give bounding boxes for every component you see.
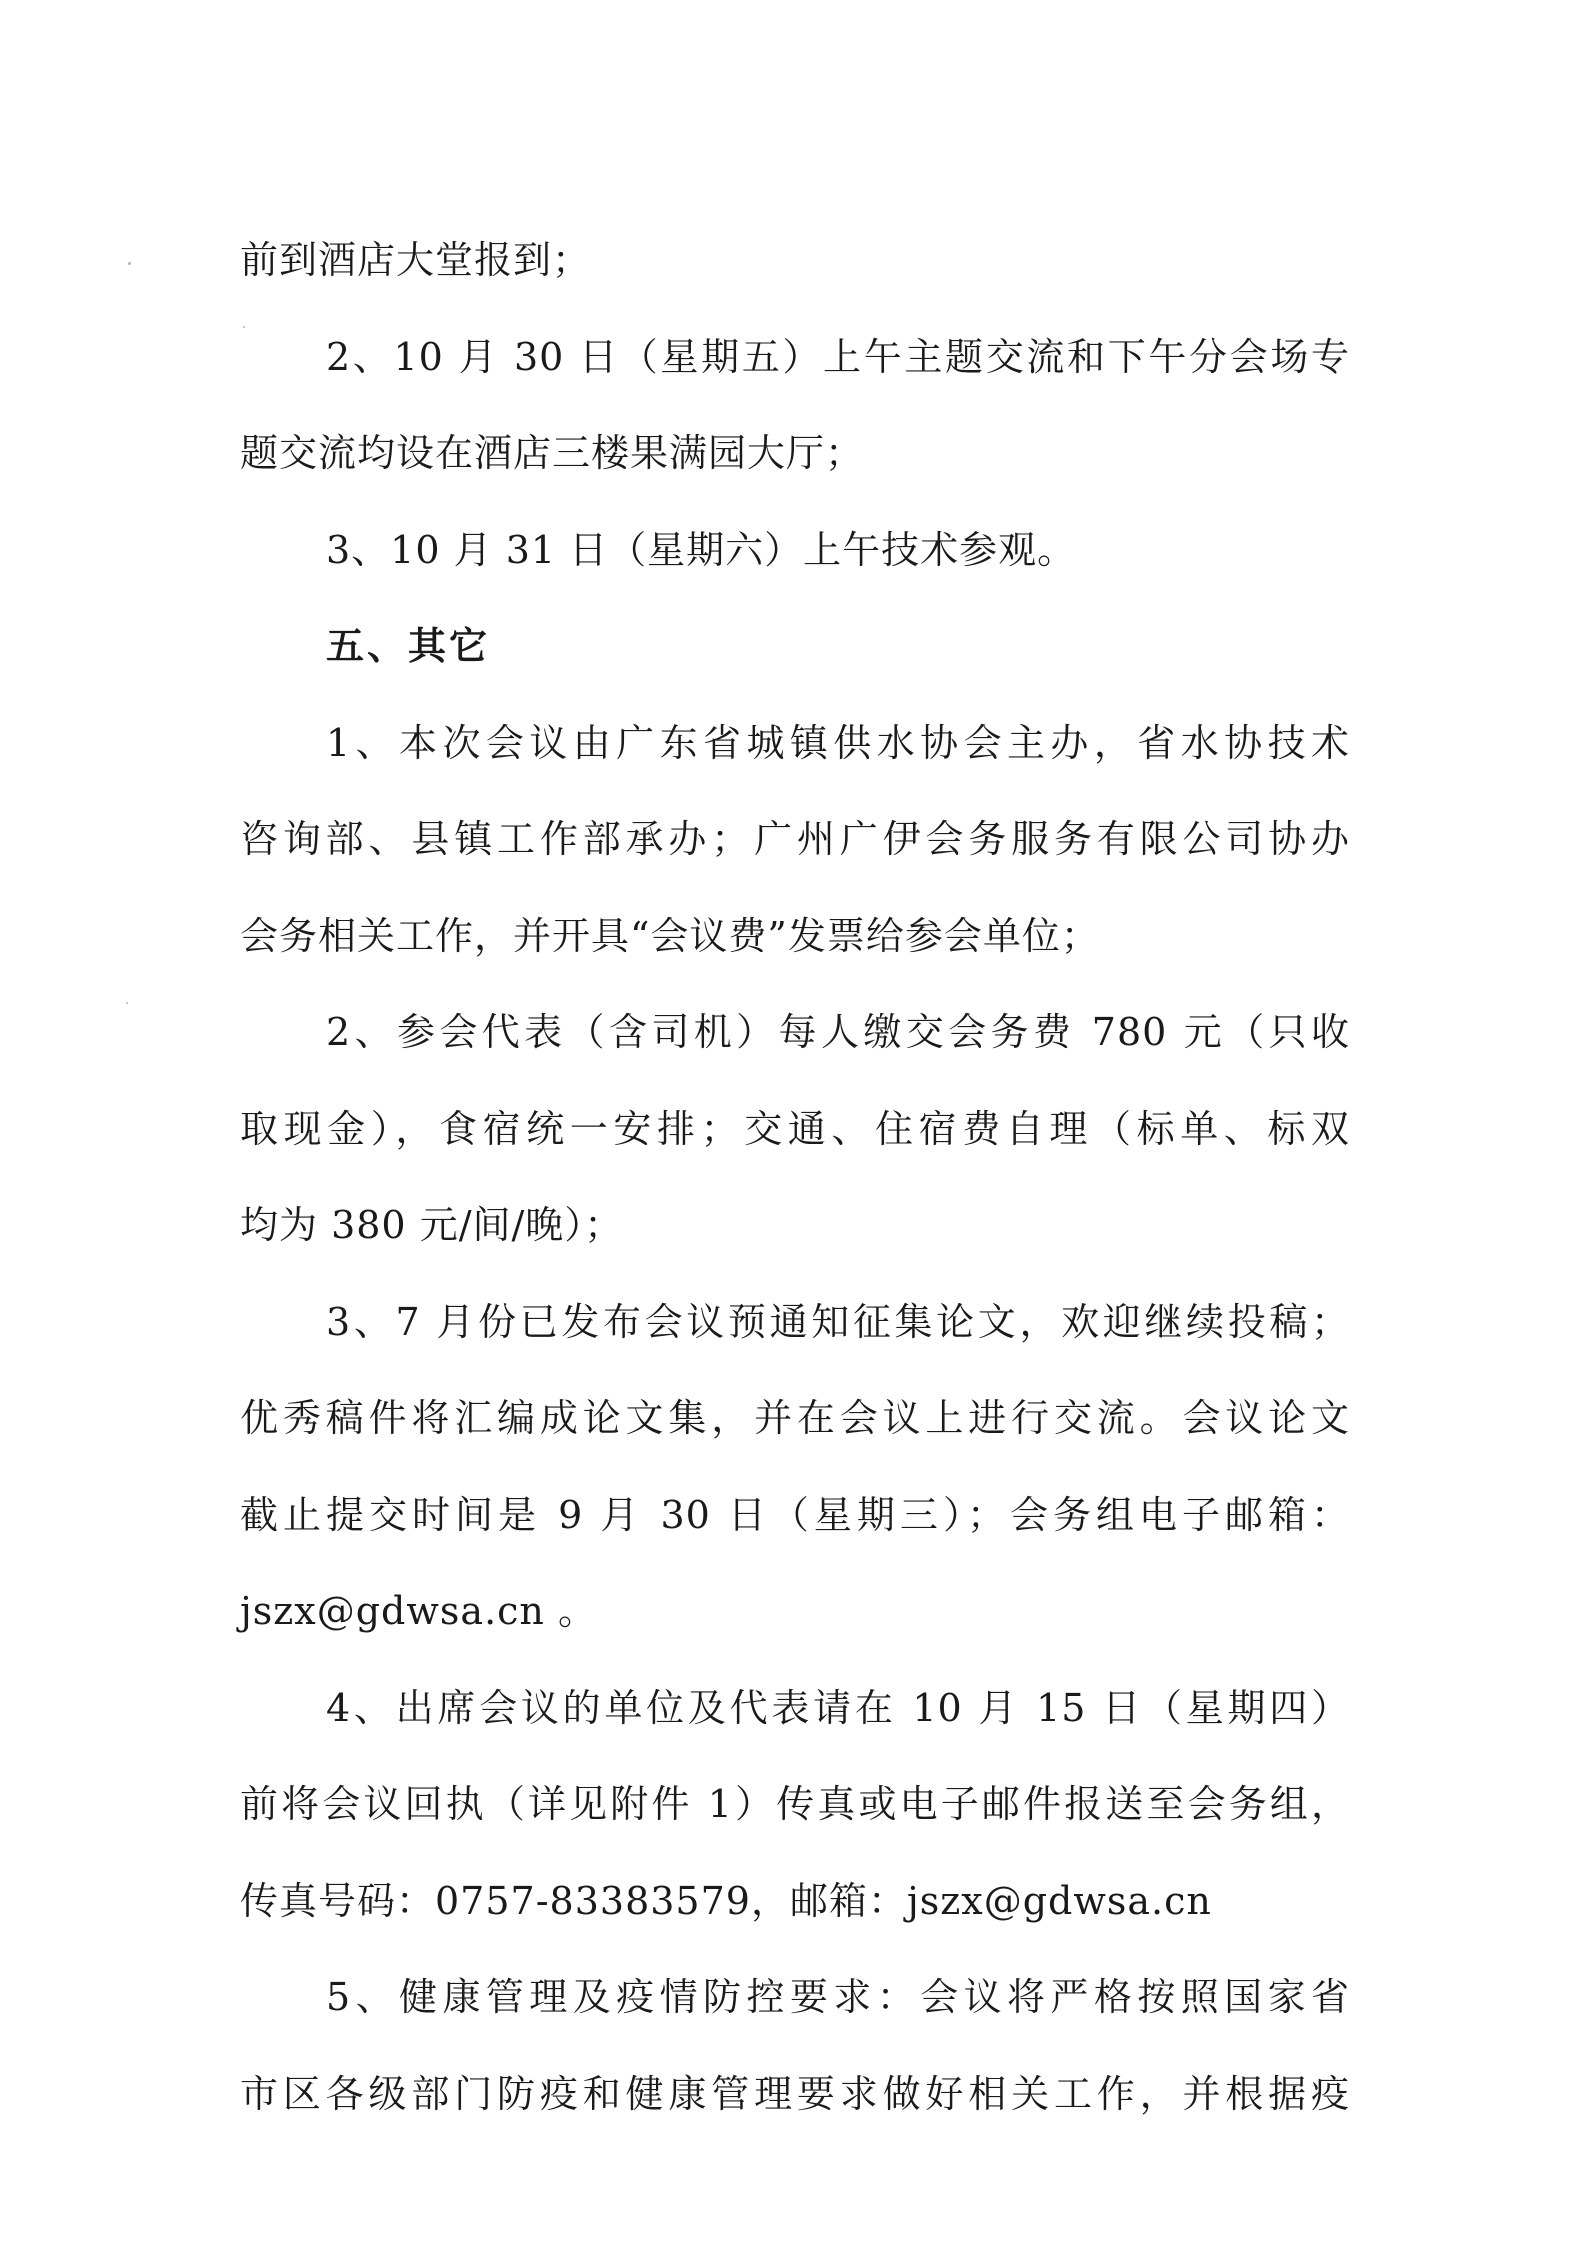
text-line: 1、本次会议由广东省城镇供水协会主办，省水协技术 (326, 721, 1350, 765)
text-line: 会务相关工作，并开具“会议费”发票给参会单位； (240, 914, 1100, 958)
text-line: 5、健康管理及疫情防控要求：会议将严格按照国家省 (326, 1975, 1350, 2019)
text-line: 2、10 月 30 日（星期五）上午主题交流和下午分会场专 (326, 335, 1350, 379)
text-line: 截止提交时间是 9 月 30 日（星期三）；会务组电子邮箱： (240, 1493, 1350, 1537)
text-line: 前到酒店大堂报到； (240, 238, 592, 282)
text-line: jszx@gdwsa.cn 。 (240, 1589, 597, 1633)
text-line: 题交流均设在酒店三楼果满园大厅； (240, 431, 865, 475)
text-line: 取现金），食宿统一安排；交通、住宿费自理（标单、标双 (240, 1107, 1350, 1151)
text-line: 前将会议回执（详见附件 1）传真或电子邮件报送至会务组， (240, 1782, 1350, 1826)
text-line: 4、出席会议的单位及代表请在 10 月 15 日（星期四） (326, 1686, 1350, 1730)
text-line: 3、10 月 31 日（星期六）上午技术参观。 (326, 528, 1077, 572)
text-line: 传真号码：0757-83383579，邮箱：jszx@gdwsa.cn (240, 1879, 1212, 1923)
scan-speck (128, 262, 131, 265)
scan-speck (126, 1002, 128, 1004)
text-line: 市区各级部门防疫和健康管理要求做好相关工作，并根据疫 (240, 2072, 1350, 2116)
text-line: 2、参会代表（含司机）每人缴交会务费 780 元（只收 (326, 1010, 1350, 1054)
text-line: 3、7 月份已发布会议预通知征集论文，欢迎继续投稿； (326, 1300, 1350, 1344)
section-heading: 五、其它 (326, 624, 491, 668)
text-line: 咨询部、县镇工作部承办；广州广伊会务服务有限公司协办 (240, 817, 1350, 861)
text-line: 优秀稿件将汇编成论文集，并在会议上进行交流。会议论文 (240, 1396, 1350, 1440)
text-line: 均为 380 元/间/晚）； (240, 1203, 624, 1247)
scan-speck (243, 326, 245, 328)
